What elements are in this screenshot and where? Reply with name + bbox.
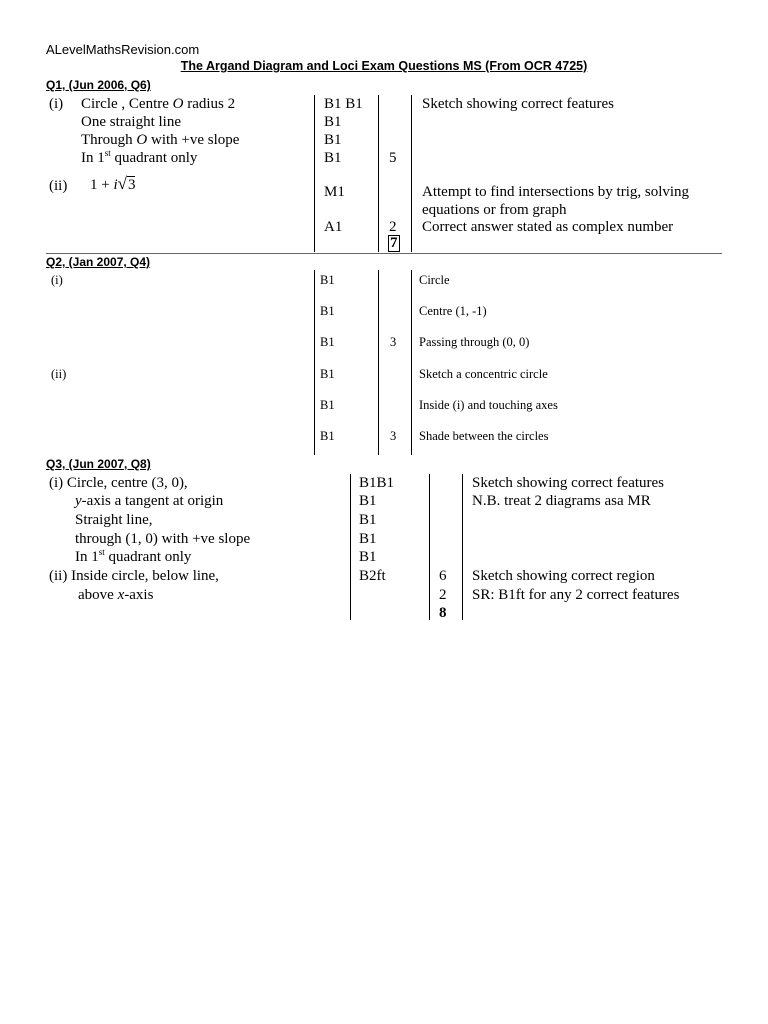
- q3-answer-line-7: above x-axis: [78, 587, 154, 603]
- q1-guidance-4: Correct answer stated as complex number: [422, 219, 674, 235]
- q2-mark-2: B1: [320, 304, 335, 318]
- q2-mark-1: B1: [320, 273, 335, 287]
- q2-guidance-2: Centre (1, -1): [419, 304, 487, 318]
- q1-heading: Q1, (Jun 2006, Q6): [46, 78, 151, 92]
- q2-divider-3: [411, 270, 412, 455]
- q2-total-i: 3: [390, 335, 397, 349]
- q3-guidance-1: Sketch showing correct features: [472, 475, 665, 491]
- q1-divider-3: [411, 95, 412, 252]
- q1-divider-1: [314, 95, 315, 252]
- q1-mark-6: A1: [324, 219, 343, 235]
- q3-mark-1: B1B1: [359, 475, 395, 491]
- q2-mark-6: B1: [320, 429, 335, 443]
- site-name: ALevelMathsRevision.com: [46, 42, 200, 57]
- q3-mark-5: B1: [359, 549, 377, 565]
- q3-answer-line-2: y-axis a tangent at origin: [75, 493, 224, 509]
- q1-part-ii-label: (ii): [49, 178, 68, 194]
- q1-grand-total: 7: [390, 235, 398, 251]
- q3-heading: Q3, (Jun 2007, Q8): [46, 457, 151, 471]
- q1-mark-1: B1 B1: [324, 96, 363, 112]
- q1-mark-5: M1: [324, 184, 345, 200]
- q2-mark-4: B1: [320, 367, 335, 381]
- q1-guidance-3: equations or from graph: [422, 202, 567, 218]
- q3-total-ii: 2: [439, 587, 447, 603]
- q3-grand-total: 8: [439, 605, 447, 621]
- q1-separator: [46, 253, 722, 254]
- q3-total-i: 6: [439, 568, 447, 584]
- q2-guidance-5: Inside (i) and touching axes: [419, 398, 558, 412]
- q3-guidance-4: SR: B1ft for any 2 correct features: [472, 587, 680, 603]
- q2-mark-5: B1: [320, 398, 335, 412]
- q1-answer-ii: 1 + i√3: [90, 174, 136, 193]
- q3-guidance-3: Sketch showing correct region: [472, 568, 655, 584]
- q3-divider-1: [350, 474, 351, 620]
- q2-divider-2: [378, 270, 379, 455]
- q3-guidance-2: N.B. treat 2 diagrams asa MR: [472, 493, 651, 509]
- q1-mark-2: B1: [324, 114, 342, 130]
- q3-mark-2: B1: [359, 493, 377, 509]
- q3-answer-line-3: Straight line,: [75, 512, 153, 528]
- q3-answer-line-6: (ii) Inside circle, below line,: [49, 568, 219, 584]
- q1-answer-line-3: Through O with +ve slope: [81, 132, 240, 148]
- q2-part-ii-label: (ii): [51, 367, 67, 381]
- q1-answer-line-2: One straight line: [81, 114, 181, 130]
- q2-guidance-4: Sketch a concentric circle: [419, 367, 548, 381]
- q3-divider-3: [462, 474, 463, 620]
- q2-divider-1: [314, 270, 315, 455]
- q2-mark-3: B1: [320, 335, 335, 349]
- q1-guidance-1: Sketch showing correct features: [422, 96, 615, 112]
- q3-answer-line-4: through (1, 0) with +ve slope: [75, 531, 251, 547]
- q1-divider-2: [378, 95, 379, 252]
- q1-guidance-2: Attempt to find intersections by trig, solving: [422, 184, 690, 200]
- document-title: The Argand Diagram and Loci Exam Questions MS (From OCR 4725): [180, 59, 588, 73]
- q3-answer-line-5: In 1st quadrant only: [75, 547, 192, 565]
- q3-mark-6: B2ft: [359, 568, 386, 584]
- q2-total-ii: 3: [390, 429, 397, 443]
- q1-total-ii: 2: [389, 219, 397, 235]
- q3-divider-2: [429, 474, 430, 620]
- q1-answer-line-4: In 1st quadrant only: [81, 148, 198, 166]
- q2-heading: Q2, (Jan 2007, Q4): [46, 255, 151, 269]
- q3-mark-3: B1: [359, 512, 377, 528]
- q1-mark-4: B1: [324, 150, 342, 166]
- q3-mark-4: B1: [359, 531, 377, 547]
- q2-guidance-1: Circle: [419, 273, 450, 287]
- q2-guidance-6: Shade between the circles: [419, 429, 549, 443]
- q2-part-i-label: (i): [51, 273, 63, 287]
- q1-mark-3: B1: [324, 132, 342, 148]
- q1-answer-line-1: Circle , Centre O radius 2: [81, 96, 236, 112]
- q1-part-i-label: (i): [49, 96, 64, 112]
- q2-guidance-3: Passing through (0, 0): [419, 335, 530, 349]
- q3-answer-line-1: (i) Circle, centre (3, 0),: [49, 475, 188, 491]
- q1-total-i: 5: [389, 150, 397, 166]
